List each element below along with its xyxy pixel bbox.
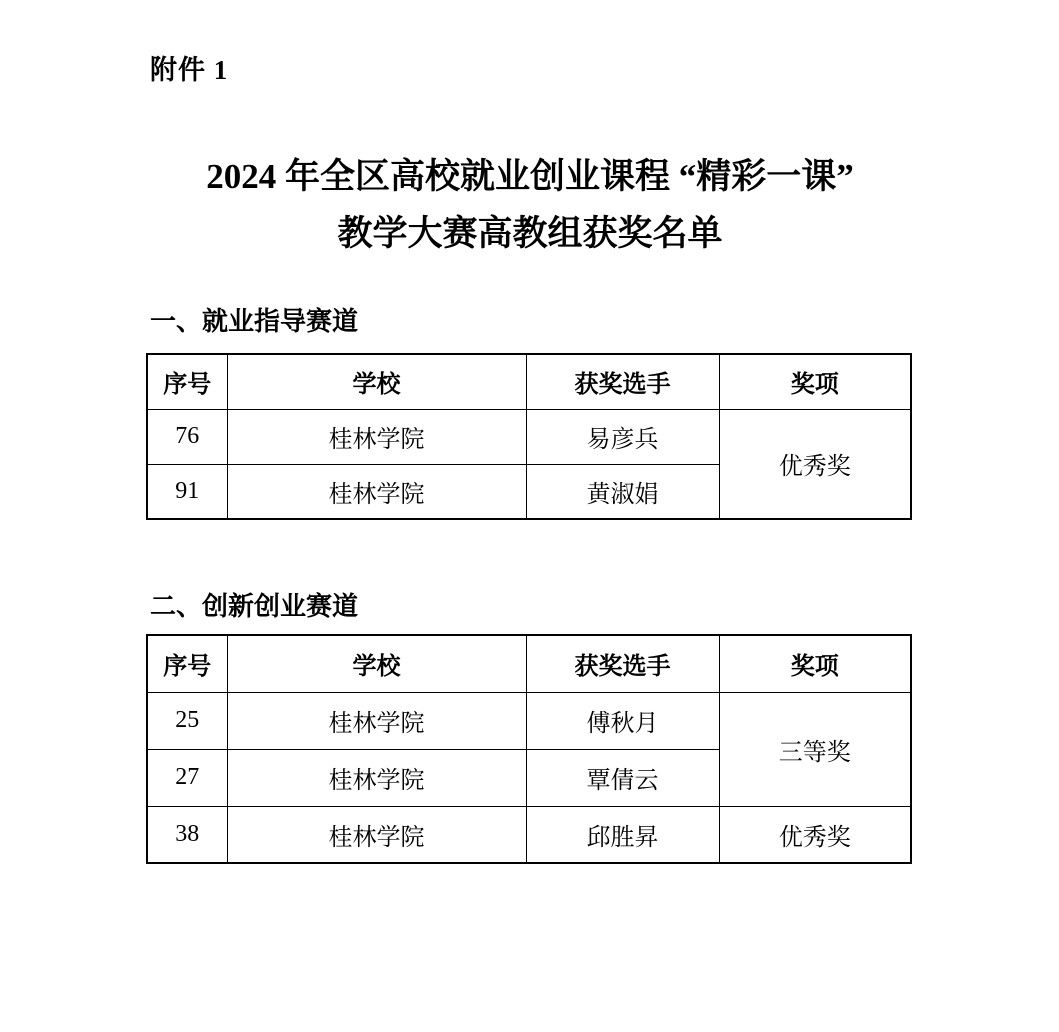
cell-no: 91 xyxy=(147,464,227,519)
cell-award: 优秀奖 xyxy=(719,806,911,863)
attachment-label: 附件 1 xyxy=(150,55,229,85)
col-header-school: 学校 xyxy=(227,354,526,409)
cell-award-merged: 三等奖 xyxy=(719,692,911,806)
col-header-no: 序号 xyxy=(147,354,227,409)
document-title-line1: 2024 年全区高校就业创业课程 “精彩一课” xyxy=(206,157,854,196)
table-row xyxy=(147,409,911,464)
col-header-school: 学校 xyxy=(227,635,526,692)
col-header-no: 序号 xyxy=(147,635,227,692)
col-header-winner: 获奖选手 xyxy=(526,635,719,692)
cell-winner: 黄淑娟 xyxy=(526,464,719,519)
table-header-row xyxy=(147,635,911,692)
employment-guidance-table xyxy=(146,353,912,520)
cell-no: 27 xyxy=(147,749,227,806)
table-row xyxy=(147,806,911,863)
section-heading-employment-guidance: 一、就业指导赛道 xyxy=(150,306,359,336)
table-header-row xyxy=(147,354,911,409)
cell-no: 25 xyxy=(147,692,227,749)
col-header-winner: 获奖选手 xyxy=(526,354,719,409)
table-row xyxy=(147,692,911,749)
cell-school: 桂林学院 xyxy=(227,692,526,749)
document-title xyxy=(148,148,912,262)
cell-school: 桂林学院 xyxy=(227,806,526,863)
document-title-line2: 教学大赛高教组获奖名单 xyxy=(337,214,723,253)
cell-no: 76 xyxy=(147,409,227,464)
innovation-entrepreneurship-table xyxy=(146,634,912,864)
col-header-award: 奖项 xyxy=(719,635,911,692)
cell-winner: 易彦兵 xyxy=(526,409,719,464)
cell-school: 桂林学院 xyxy=(227,409,526,464)
cell-school: 桂林学院 xyxy=(227,749,526,806)
cell-no: 38 xyxy=(147,806,227,863)
section-heading-innovation-entrepreneurship: 二、创新创业赛道 xyxy=(150,591,359,621)
col-header-award: 奖项 xyxy=(719,354,911,409)
cell-school: 桂林学院 xyxy=(227,464,526,519)
cell-winner: 覃倩云 xyxy=(526,749,719,806)
cell-winner: 傅秋月 xyxy=(526,692,719,749)
cell-award-merged: 优秀奖 xyxy=(719,409,911,519)
cell-winner: 邱胜昇 xyxy=(526,806,719,863)
